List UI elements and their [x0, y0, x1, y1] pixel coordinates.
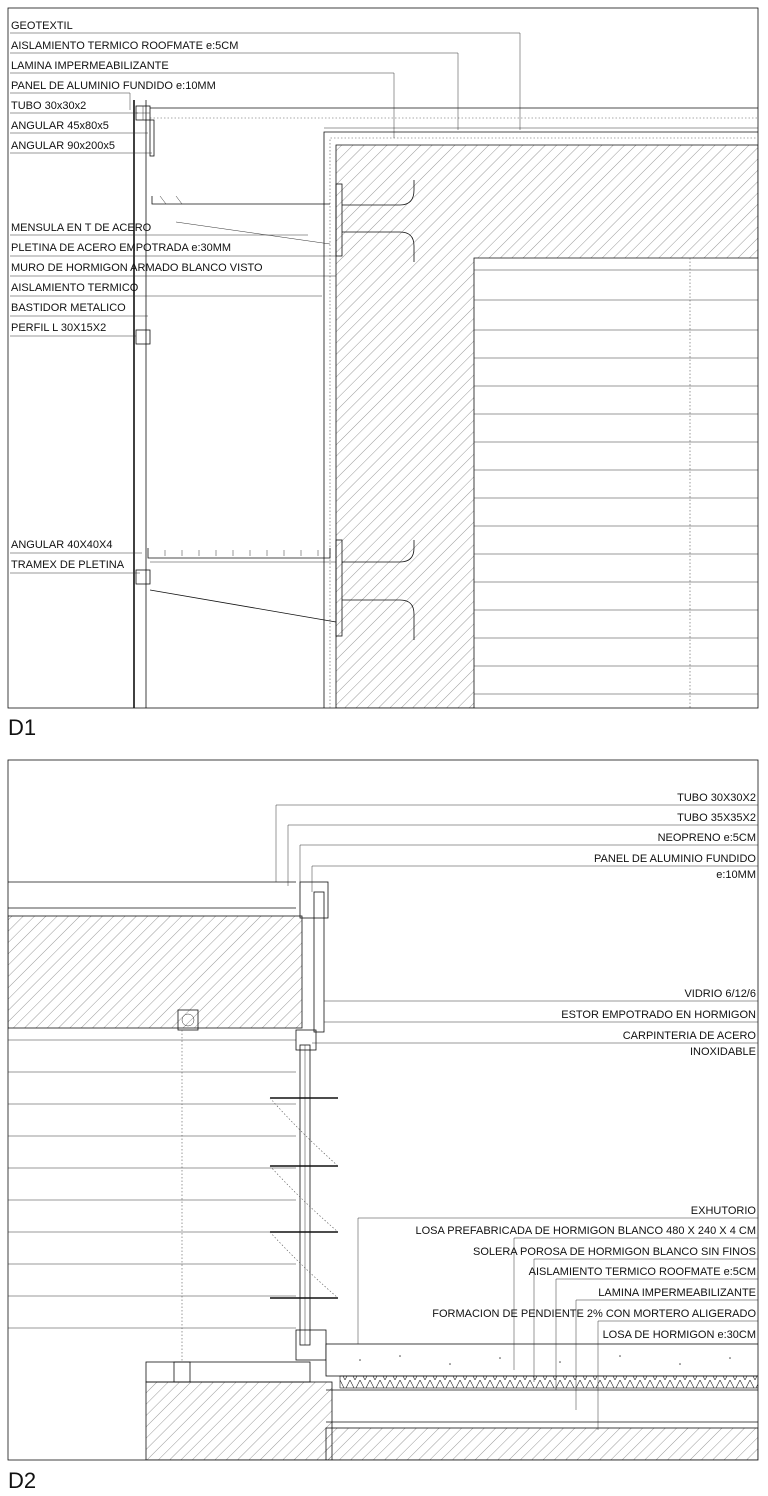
d2-label: EXHUTORIO — [690, 1205, 756, 1217]
d1-label: PLETINA DE ACERO EMPOTRADA e:30MM — [11, 242, 232, 254]
d1-label: ANGULAR 40X40X4 — [11, 539, 113, 551]
d1-label: PERFIL L 30X15X2 — [11, 322, 107, 334]
d2-label: FORMACION DE PENDIENTE 2% CON MORTERO ALIGERADO — [432, 1308, 756, 1320]
porous-screed — [326, 1344, 758, 1376]
d1-label: ANGULAR 45x80x5 — [11, 120, 109, 132]
d2-label: NEOPRENO e:5CM — [657, 832, 756, 844]
floor-joint — [174, 1362, 190, 1382]
d2-label: TUBO 30X30X2 — [677, 792, 756, 804]
louvers — [270, 1098, 338, 1298]
steel-frame-top — [296, 1030, 316, 1050]
angular-40x40 — [136, 570, 150, 584]
detail-d1 — [8, 8, 758, 740]
d1-label: ANGULAR 90x200x5 — [11, 140, 115, 152]
d2-label: LOSA PREFABRICADA DE HORMIGON BLANCO 480 X 240 X 4 CM — [415, 1225, 756, 1237]
ground-hatch-left — [146, 1382, 332, 1460]
angular-90x200 — [150, 120, 154, 156]
d2-label: INOXIDABLE — [689, 1046, 756, 1058]
d1-label-texts — [11, 20, 263, 571]
d2-label: LOSA DE HORMIGON e:30CM — [602, 1329, 756, 1341]
concrete-slab-30cm — [326, 1428, 758, 1460]
d2-interior-lines — [8, 1040, 296, 1328]
d2-label: AISLAMIENTO TERMICO ROOFMATE e:5CM — [528, 1266, 756, 1278]
d2-label: ESTOR EMPOTRADO EN HORMIGON — [561, 1009, 756, 1021]
d2-label-texts — [415, 792, 756, 1341]
d1-label: MURO DE HORMIGON ARMADO BLANCO VISTO — [11, 262, 263, 274]
d1-label: AISLAMIENTO TERMICO ROOFMATE e:5CM — [11, 40, 239, 52]
d1-label: LAMINA IMPERMEABILIZANTE — [11, 60, 169, 72]
tramex-bars — [165, 550, 318, 556]
floor-left — [146, 1362, 310, 1382]
diagonal-brace — [150, 590, 336, 622]
d1-caption: D1 — [8, 715, 37, 740]
tramex-grating — [148, 548, 330, 558]
d1-label: BASTIDOR METALICO — [11, 302, 126, 314]
interior-lines — [474, 258, 758, 708]
d2-label: SOLERA POROSA DE HORMIGON BLANCO SIN FINOS — [472, 1246, 756, 1258]
d2-label: PANEL DE ALUMINIO FUNDIDO — [594, 853, 756, 865]
d2-caption: D2 — [8, 1468, 37, 1493]
d1-label: TRAMEX DE PLETINA — [11, 559, 125, 571]
insulation-roofmate — [340, 1376, 758, 1388]
concrete-wall-hatch — [336, 145, 758, 708]
d1-label: TUBO 30x30x2 — [11, 100, 87, 112]
perfil-l — [136, 330, 150, 344]
glass-upper — [314, 892, 324, 1032]
d1-label: GEOTEXTIL — [11, 20, 73, 32]
d1-label: AISLAMIENTO TERMICO — [11, 282, 139, 294]
d2-label: CARPINTERIA DE ACERO — [622, 1030, 756, 1042]
detail-d2 — [8, 760, 758, 1493]
d2-label: e:10MM — [716, 869, 756, 881]
d1-label: PANEL DE ALUMINIO FUNDIDO e:10MM — [11, 80, 216, 92]
d2-label: TUBO 35X35X2 — [677, 812, 756, 824]
d2-label: LAMINA IMPERMEABILIZANTE — [598, 1287, 756, 1299]
d2-label: VIDRIO 6/12/6 — [684, 988, 756, 1000]
concrete-slab-hatch — [8, 916, 302, 1028]
d1-label: MENSULA EN T DE ACERO — [11, 222, 152, 234]
